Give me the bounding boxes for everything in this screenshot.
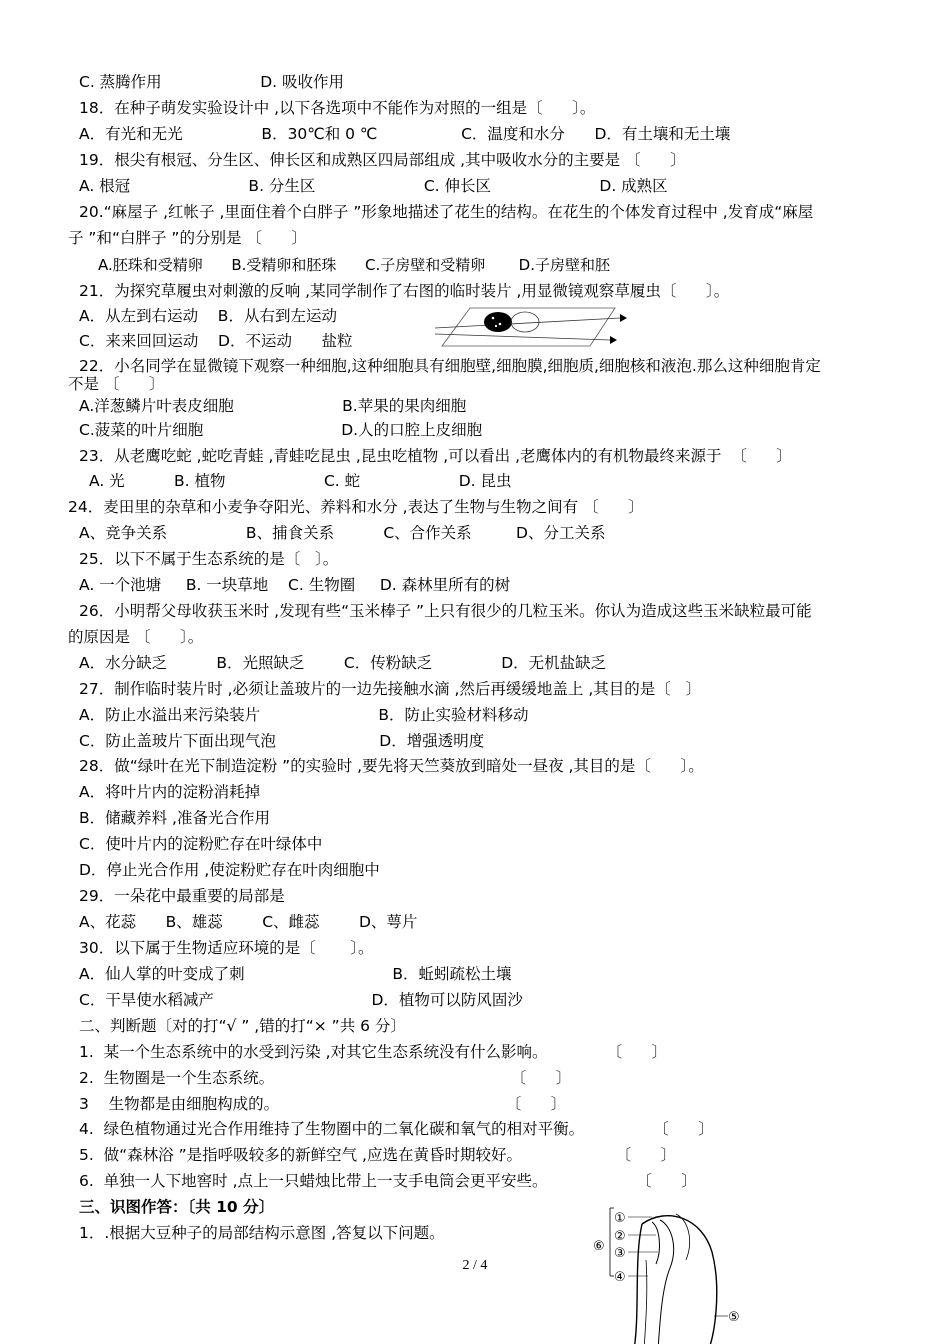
text-line: A、花蕊 B、雄蕊 C、雌蕊 D、萼片	[79, 913, 418, 931]
text-line: 20.“麻屋子 ,红帐子 ,里面住着个白胖子 ”形象地描述了花生的结构。在花生的个体发育过程中 ,发育成“麻屋	[79, 203, 814, 221]
text-line: 3 生物都是由细胞构成的。 〔 〕	[79, 1095, 567, 1113]
text-line: A. 一个池塘 B. 一块草地 C. 生物圈 D. 森林里所有的树	[79, 576, 511, 594]
text-line: 6. 单独一人下地窖时 ,点上一只蜡烛比带上一支手电筒会更平安些。 〔 〕	[79, 1172, 697, 1190]
text-line: A.胚珠和受精卵 B.受精卵和胚珠 C.子房壁和受精卵 D.子房壁和胚	[98, 256, 610, 274]
figure-label-4: ④	[614, 1270, 626, 1285]
page-number: 2 / 4	[462, 1258, 488, 1273]
text-line: 2. 生物圈是一个生态系统。 〔 〕	[79, 1069, 572, 1087]
paramecium-slide-figure	[430, 300, 630, 356]
text-line: 的原因是 〔 〕。	[68, 628, 204, 646]
section-heading: 三、识图作答：〔共 10 分〕	[79, 1198, 275, 1216]
text-line: 22．小名同学在显微镜下观察一种细胞,这种细胞具有细胞壁,细胞膜,细胞质,细胞核和液泡.那么这种细胞肯定	[79, 357, 821, 375]
text-line: D．停止光合作用 ,使淀粉贮存在叶肉细胞中	[79, 861, 380, 879]
text-line: 不是 〔 〕	[68, 375, 165, 393]
section-heading: 二、判断题〔对的打“√ ” ,错的打“× ”共 6 分〕	[79, 1017, 406, 1035]
text-line: 26．小明帮父母收获玉米时 ,发现有些“玉米棒子 ”上只有很少的几粒玉米。你认为造成这些玉米缺粒最可能	[79, 602, 812, 620]
text-line: C.菠菜的叶片细胞 D.人的口腔上皮细胞	[79, 421, 483, 439]
text-line: A.洋葱鳞片叶表皮细胞 B.苹果的果肉细胞	[79, 397, 467, 415]
figure-label-5: ⑤	[728, 1310, 740, 1325]
text-line: C．防止盖玻片下面出现气泡 D．增强透明度	[79, 732, 485, 750]
text-line: B．储藏养料 ,准备光合作用	[79, 809, 270, 827]
text-line: A、竞争关系 B、捕食关系 C、合作关系 D、分工关系	[79, 524, 606, 542]
text-line: 27．制作临时装片时 ,必须让盖玻片的一边先接触水滴 ,然后再缓缓地盖上 ,其目的是〔 〕	[79, 680, 702, 698]
text-line: C．使叶片内的淀粉贮存在叶绿体中	[79, 835, 323, 853]
text-line: A．有光和无光 B．30℃和 0 ℃ C．温度和水分 D．有土壤和无土壤	[79, 125, 731, 143]
text-line: 1. 某一个生态系统中的水受到污染 ,对其它生态系统没有什么影响。 〔 〕	[79, 1043, 668, 1061]
text-line: 28．做“绿叶在光下制造淀粉 ”的实验时 ,要先将天竺葵放到暗处一昼夜 ,其目的是〔 〕。	[79, 757, 704, 775]
text-line: 5. 做“森林浴 ”是指呼吸较多的新鲜空气 ,应选在黄昏时期较好。 〔 〕	[79, 1146, 677, 1164]
text-line: 1．.根据大豆种子的局部结构示意图 ,答复以下问题。	[79, 1224, 445, 1242]
figure-label-2: ②	[614, 1229, 626, 1244]
text-line: 19．根尖有根冠、分生区、伸长区和成熟区四局部组成 ,其中吸收水分的主要是 〔 〕	[79, 151, 686, 169]
text-line: A．将叶片内的淀粉消耗掉	[79, 783, 261, 801]
figure-label-6: ⑥	[593, 1239, 605, 1254]
text-line: A．仙人掌的叶变成了刺 B．蚯蚓疏松土壤	[79, 965, 512, 983]
text-line: 29．一朵花中最重要的局部是	[79, 887, 285, 905]
text-line: A．从左到右运动 B．从右到左运动	[79, 307, 337, 325]
text-line: 21．为探究草履虫对刺激的反响 ,某同学制作了右图的临时装片 ,用显微镜观察草履虫〔 〕。	[79, 282, 730, 300]
text-line: 4. 绿色植物通过光合作用维持了生物圈中的二氧化碳和氧气的相对平衡。 〔 〕	[79, 1120, 714, 1138]
text-line: A．防止水溢出来污染装片 B．防止实验材料移动	[79, 706, 529, 724]
text-line: A. 光 B. 植物 C. 蛇 D. 昆虫	[89, 472, 512, 490]
text-line: 子 ”和“白胖子 ”的分别是 〔 〕	[68, 229, 307, 247]
figure-label-3: ③	[614, 1246, 626, 1261]
text-line: A. 根冠 B. 分生区 C. 伸长区 D. 成熟区	[79, 177, 668, 195]
text-line: 23．从老鹰吃蛇 ,蛇吃青蛙 ,青蛙吃昆虫 ,昆虫吃植物 ,可以看出 ,老鹰体内的有机物最终来源于 〔 〕	[79, 447, 792, 465]
text-line: A．水分缺乏 B．光照缺乏 C．传粉缺乏 D．无机盐缺乏	[79, 654, 607, 672]
text-line: C．干旱使水稻减产 D．植物可以防风固沙	[79, 991, 523, 1009]
text-line: 25．以下不属于生态系统的是〔 〕。	[79, 550, 339, 568]
figure-label-1: ①	[614, 1211, 626, 1226]
text-line: 24．麦田里的杂草和小麦争夺阳光、养料和水分 ,表达了生物与生物之间有 〔 〕	[68, 498, 644, 516]
text-line: C. 蒸腾作用 D. 吸收作用	[79, 73, 345, 91]
text-line: 18．在种子萌发实验设计中 ,以下各选项中不能作为对照的一组是〔 〕。	[79, 99, 596, 117]
text-line: 30．以下属于生物适应环境的是〔 〕。	[79, 939, 374, 957]
text-line: C．来来回回运动 D．不运动 盐粒	[79, 332, 353, 350]
